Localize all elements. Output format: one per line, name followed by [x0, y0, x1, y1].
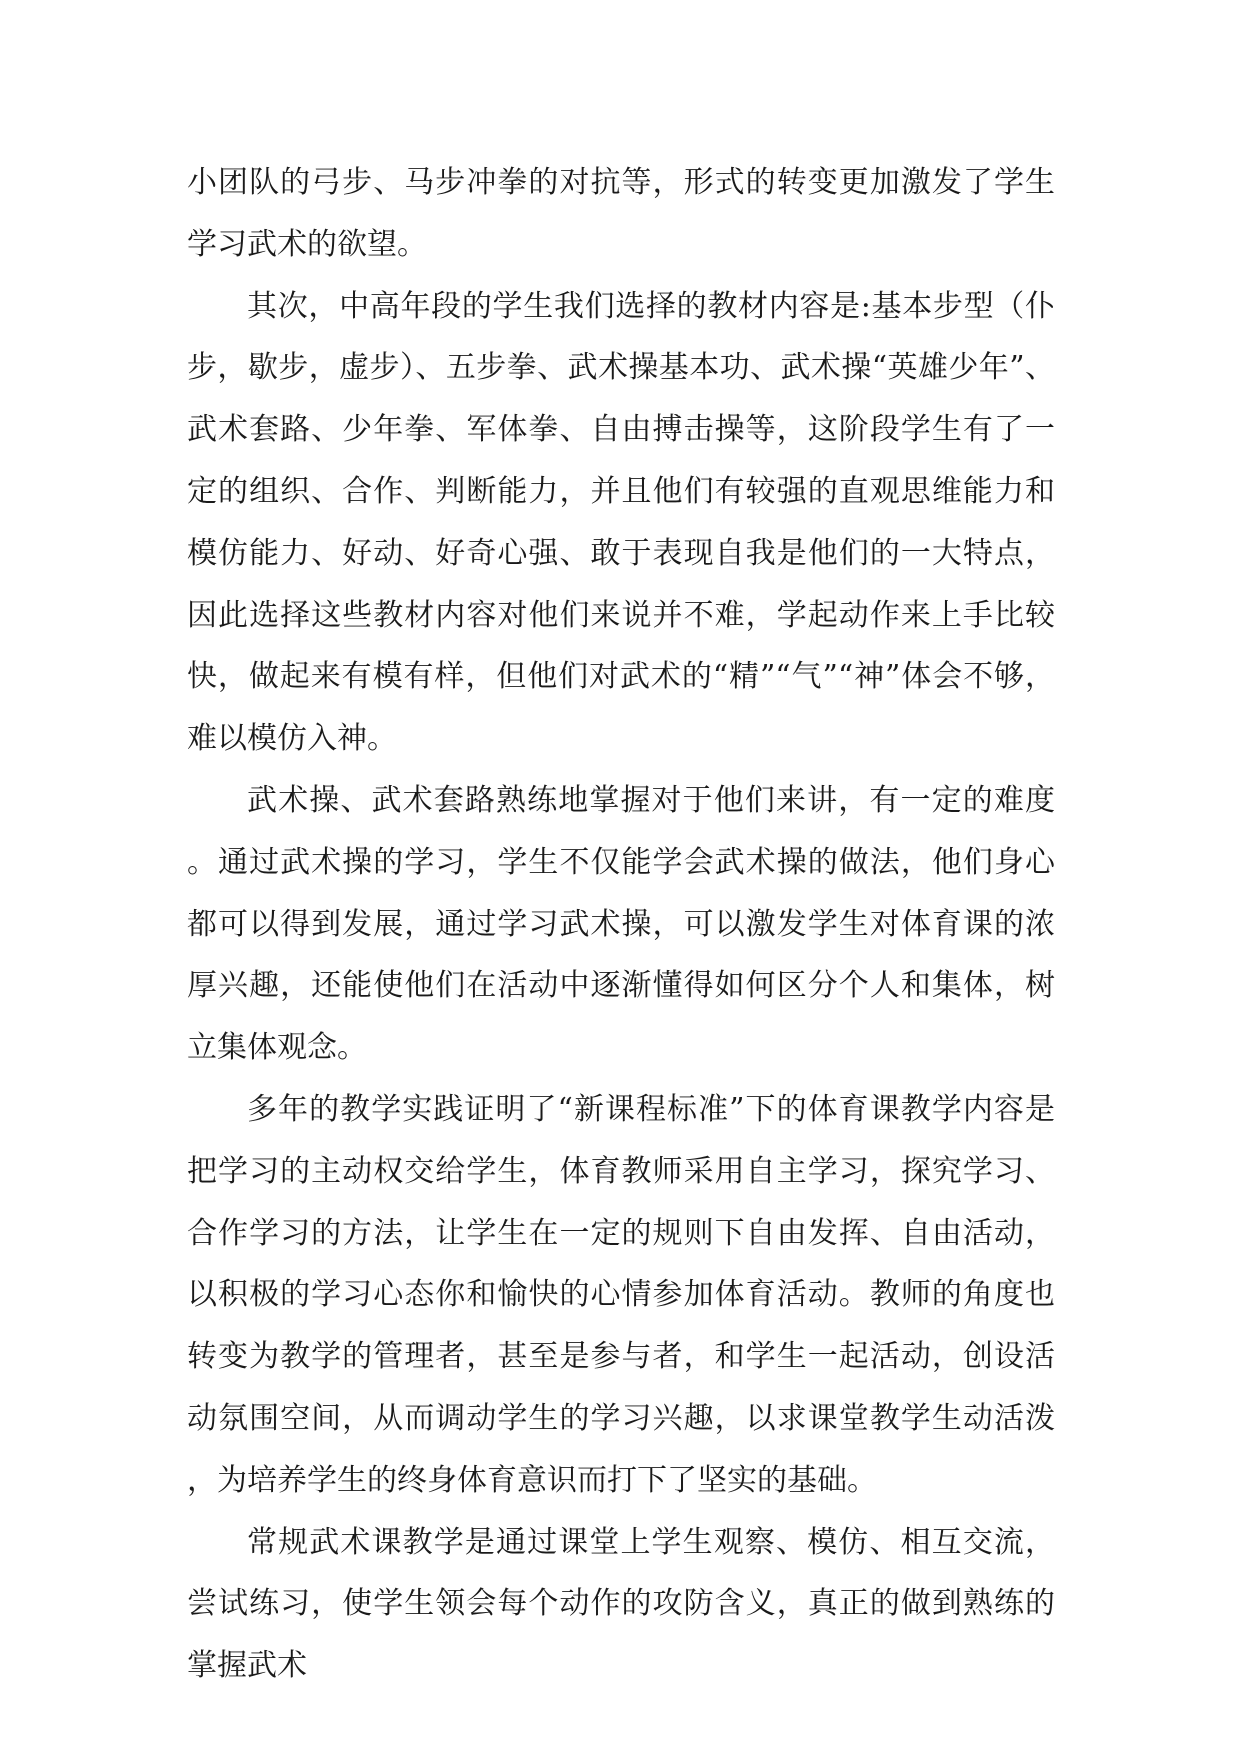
paragraph-regular-martial-arts-class: 常规武术课教学是通过课堂上学生观察、模仿、相互交流，尝试练习，使学生领会每个动作的攻防含义，真正的做到熟练的掌握武术: [187, 1524, 1055, 1684]
body-text: [187, 152, 1055, 1697]
paragraph-teaching-practice: 多年的教学实践证明了“新课程标准”下的体育课教学内容是把学习的主动权交给学生，体育教师采用自主学习，探究学习、合作学习的方法，让学生在一定的规则下自由发挥、自由活动，以积极的学习心态你和愉快的心情参加体育活动。教师的角度也转变为教学的管理者，甚至是参与者，和学生一起活动，创设活动氛围空间，从而调动学生的学习兴趣，以求课堂教学生动活泼，为培养学生的终身体育意识而打下了坚实的基础。: [187, 1091, 1055, 1498]
paragraph-martial-arts-exercises: 武术操、武术套路熟练地掌握对于他们来讲，有一定的难度。通过武术操的学习，学生不仅能学会武术操的做法，他们身心都可以得到发展，通过学习武术操，可以激发学生对体育课的浓厚兴趣，还能使他们在活动中逐渐懂得如何区分个人和集体，树立集体观念。: [187, 782, 1055, 1066]
paragraph-continuation: 小团队的弓步、马步冲拳的对抗等，形式的转变更加激发了学生学习武术的欲望。: [187, 165, 1055, 262]
paragraph-teaching-content-upper-grades: 其次，中高年段的学生我们选择的教材内容是:基本步型（仆步，歇步，虚步）、五步拳、武术操基本功、武术操“英雄少年”、武术套路、少年拳、军体拳、自由搏击操等，这阶段学生有了一定的组织、合作、判断能力，并且他们有较强的直观思维能力和模仿能力、好动、好奇心强、敢于表现自我是他们的一大特点，因此选择这些教材内容对他们来说并不难，学起动作来上手比较快，做起来有模有样，但他们对武术的“精”“气”“神”体会不够，难以模仿入神。: [187, 288, 1055, 757]
